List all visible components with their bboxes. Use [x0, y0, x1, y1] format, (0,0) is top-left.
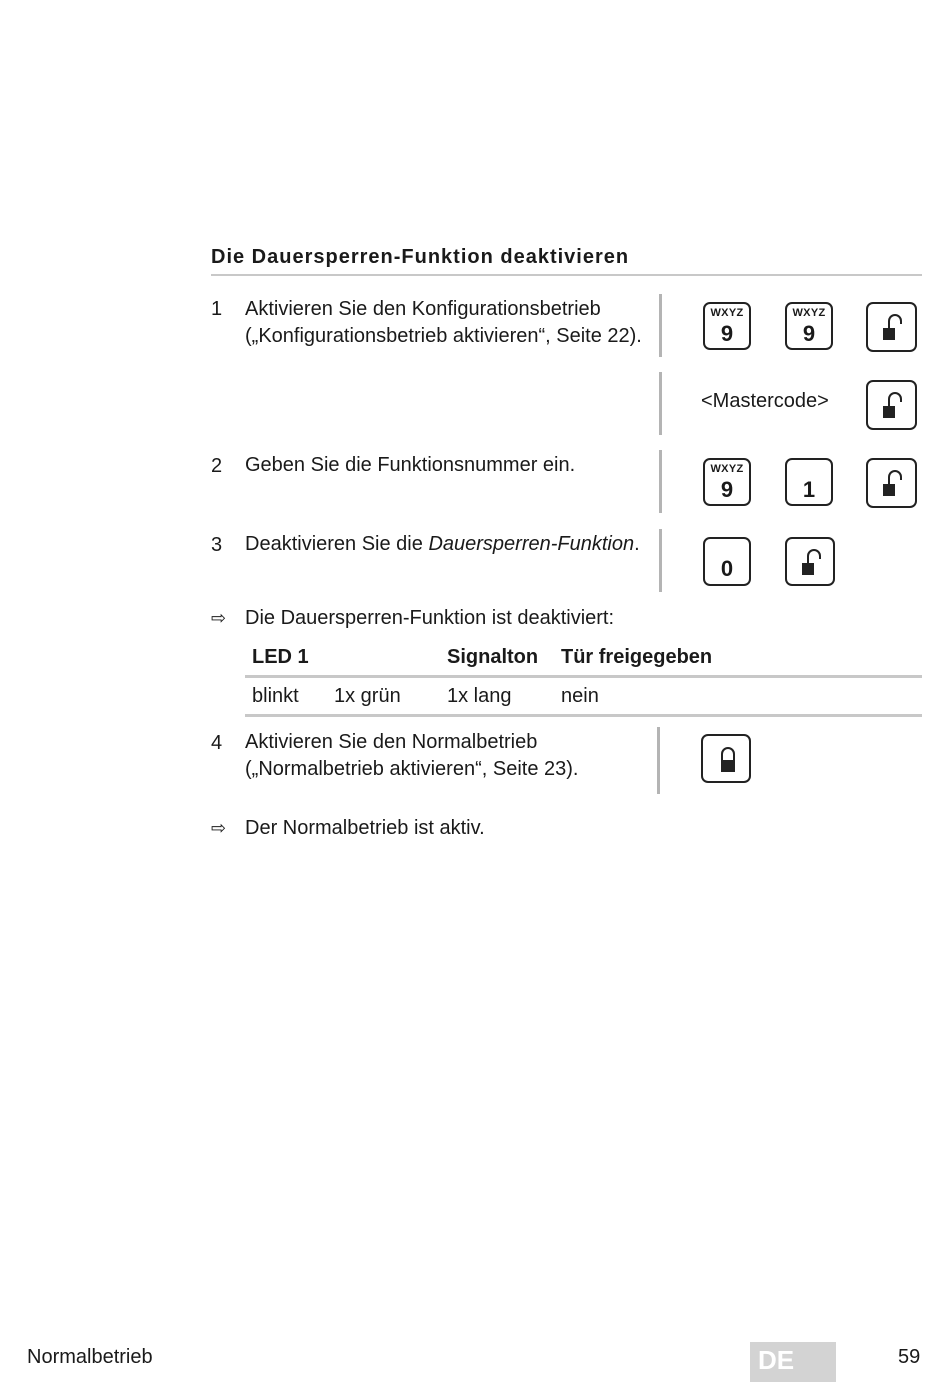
key-unlock: [866, 380, 917, 430]
key-unlock: [866, 458, 917, 508]
table-header-signal: Signalton: [440, 643, 554, 677]
step-2-text: Geben Sie die Funktionsnummer ein.: [245, 454, 576, 476]
result-1-text: Die Dauersperren-Funktion ist deaktiviert:: [245, 607, 615, 629]
key-9-digit: 9: [720, 321, 734, 346]
key-0: [703, 537, 751, 586]
function-name: Dauersperren-Funktion: [428, 533, 635, 555]
section-title: Die Dauersperren-Funktion deaktivieren: [211, 246, 922, 276]
step-1-number: 1: [211, 298, 223, 320]
step-2-number: 2: [211, 455, 223, 477]
key-1-digit: 1: [802, 477, 816, 502]
step-1-text: [245, 296, 642, 350]
step-4-divider: [657, 727, 660, 794]
key-9-digit: 9: [720, 477, 734, 502]
step-3-text: [245, 531, 640, 558]
table-cell-door: nein: [554, 677, 922, 716]
table-row: [245, 677, 922, 716]
key-9-wxyz: [785, 302, 833, 350]
key-9-wxyz: [703, 302, 751, 350]
table-cell-led: blinkt: [245, 677, 327, 716]
signal-table: [245, 643, 922, 717]
result-arrow-icon: ⇨: [211, 818, 227, 838]
step-4-line2: („Normalbetrieb aktivieren“, Seite 23).: [245, 758, 579, 780]
result-arrow-icon: ⇨: [211, 608, 227, 628]
step-1-line2: („Konfigurationsbetrieb aktivieren“, Seite 22).: [245, 325, 642, 347]
step-1-line1: Aktivieren Sie den Konfigurationsbetrieb: [245, 298, 601, 320]
key-0-digit: 0: [720, 556, 734, 581]
language-badge: DE: [750, 1342, 836, 1382]
step-2-divider: [659, 450, 662, 513]
padlock-open-icon: [880, 313, 906, 343]
result-2-text: Der Normalbetrieb ist aktiv.: [245, 817, 485, 839]
footer-section-name: Normalbetrieb: [27, 1346, 153, 1368]
step-3-number: 3: [211, 534, 223, 556]
padlock-open-icon: [799, 548, 825, 578]
step-4-text: [245, 729, 578, 783]
padlock-closed-icon: [715, 745, 741, 775]
key-1: [785, 458, 833, 506]
padlock-open-icon: [880, 391, 906, 421]
table-cell-led-color: 1x grün: [327, 677, 440, 716]
step-3-divider: [659, 529, 662, 592]
key-lock: [701, 734, 751, 783]
key-9-letters: WXYZ: [710, 463, 744, 475]
table-header-led: LED 1: [245, 643, 327, 677]
step-4-line1: Aktivieren Sie den Normalbetrieb: [245, 731, 538, 753]
key-9-digit: 9: [802, 321, 816, 346]
key-unlock: [785, 537, 835, 586]
table-header-door: Tür freigegeben: [554, 643, 922, 677]
table-cell-signal: 1x lang: [440, 677, 554, 716]
key-unlock: [866, 302, 917, 352]
mastercode-label: <Mastercode>: [701, 390, 829, 412]
table-header-row: [245, 643, 922, 677]
padlock-open-icon: [880, 469, 906, 499]
step-4-number: 4: [211, 732, 223, 754]
key-9-letters: WXYZ: [792, 307, 826, 319]
mastercode-divider: [659, 372, 662, 435]
step-1-divider: [659, 294, 662, 357]
table-header-empty: [327, 643, 440, 677]
page-number: 59: [898, 1346, 921, 1368]
step-3-text-post: .: [634, 533, 640, 555]
key-9-wxyz: [703, 458, 751, 506]
step-3-text-pre: Deaktivieren Sie die: [245, 533, 429, 555]
key-9-letters: WXYZ: [710, 307, 744, 319]
